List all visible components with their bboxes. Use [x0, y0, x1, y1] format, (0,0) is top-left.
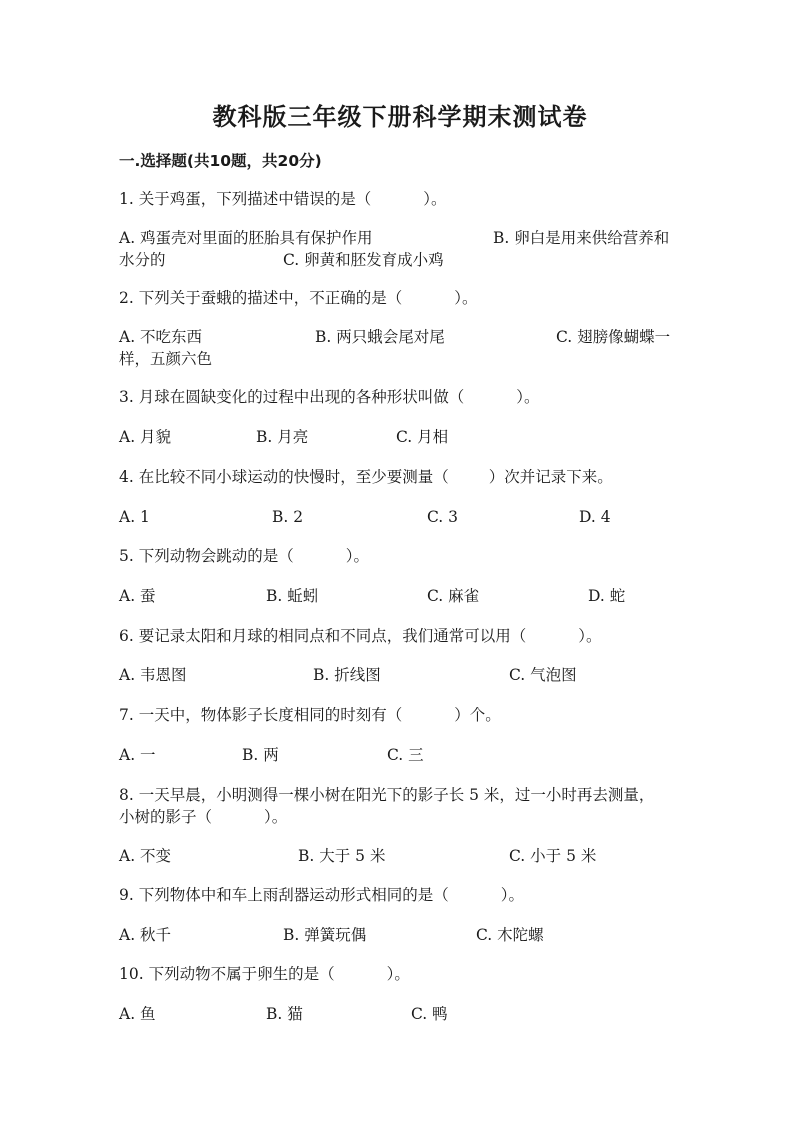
option-7a: A. 一: [119, 746, 156, 764]
option-2a: A. 不吃东西: [119, 328, 203, 346]
option-9a: A. 秋千: [119, 926, 172, 944]
option-9b: B. 弹簧玩偶: [283, 926, 367, 944]
option-1b-continued: 水分的: [119, 251, 166, 269]
option-10c: C. 鸭: [411, 1005, 448, 1023]
option-3c: C. 月相: [396, 428, 449, 446]
option-1b: B. 卵白是用来供给营养和: [493, 229, 670, 247]
option-9c: C. 木陀螺: [476, 926, 544, 944]
question-10: 10. 下列动物不属于卵生的是（ ）。: [119, 965, 410, 983]
question-2: 2. 下列关于蚕蛾的描述中，不正确的是（ ）。: [119, 289, 478, 307]
option-1a: A. 鸡蛋壳对里面的胚胎具有保护作用: [119, 229, 373, 247]
question-5: 5. 下列动物会跳动的是（ ）。: [119, 547, 369, 565]
option-2c-continued: 样，五颜六色: [119, 350, 213, 368]
option-8b: B. 大于 5 米: [298, 847, 386, 865]
question-7: 7. 一天中，物体影子长度相同的时刻有（ ）个。: [119, 706, 501, 724]
option-6c: C. 气泡图: [509, 666, 577, 684]
option-5b: B. 蚯蚓: [266, 587, 319, 605]
option-8a: A. 不变: [119, 847, 172, 865]
option-3b: B. 月亮: [256, 428, 309, 446]
section-heading: 一.选择题(共10题，共20分): [119, 152, 322, 170]
question-6: 6. 要记录太阳和月球的相同点和不同点，我们通常可以用（ ）。: [119, 627, 602, 645]
option-10a: A. 鱼: [119, 1005, 156, 1023]
option-4b: B. 2: [272, 508, 304, 526]
option-6b: B. 折线图: [313, 666, 381, 684]
option-1c: C. 卵黄和胚发育成小鸡: [283, 251, 444, 269]
question-8-continued: 小树的影子（ ）。: [119, 808, 288, 826]
option-4d: D. 4: [579, 508, 611, 526]
option-2c: C. 翅膀像蝴蝶一: [556, 328, 671, 346]
question-8: 8. 一天早晨，小明测得一棵小树在阳光下的影子长 5 米，过一小时再去测量，: [119, 786, 655, 804]
option-3a: A. 月貌: [119, 428, 172, 446]
question-9: 9. 下列物体中和车上雨刮器运动形式相同的是（ ）。: [119, 886, 524, 904]
option-8c: C. 小于 5 米: [509, 847, 597, 865]
option-7b: B. 两: [242, 746, 279, 764]
option-5c: C. 麻雀: [427, 587, 480, 605]
question-1: 1. 关于鸡蛋，下列描述中错误的是（ ）。: [119, 190, 447, 208]
question-3: 3. 月球在圆缺变化的过程中出现的各种形状叫做（ ）。: [119, 388, 540, 406]
option-5a: A. 蚕: [119, 587, 156, 605]
option-5d: D. 蛇: [588, 587, 626, 605]
option-6a: A. 韦恩图: [119, 666, 187, 684]
option-4c: C. 3: [427, 508, 459, 526]
question-4: 4. 在比较不同小球运动的快慢时，至少要测量（ ）次并记录下来。: [119, 468, 613, 486]
option-10b: B. 猫: [266, 1005, 303, 1023]
page-title: 教科版三年级下册科学期末测试卷: [212, 103, 588, 131]
option-4a: A. 1: [119, 508, 150, 526]
option-2b: B. 两只蛾会尾对尾: [315, 328, 445, 346]
option-7c: C. 三: [387, 746, 424, 764]
